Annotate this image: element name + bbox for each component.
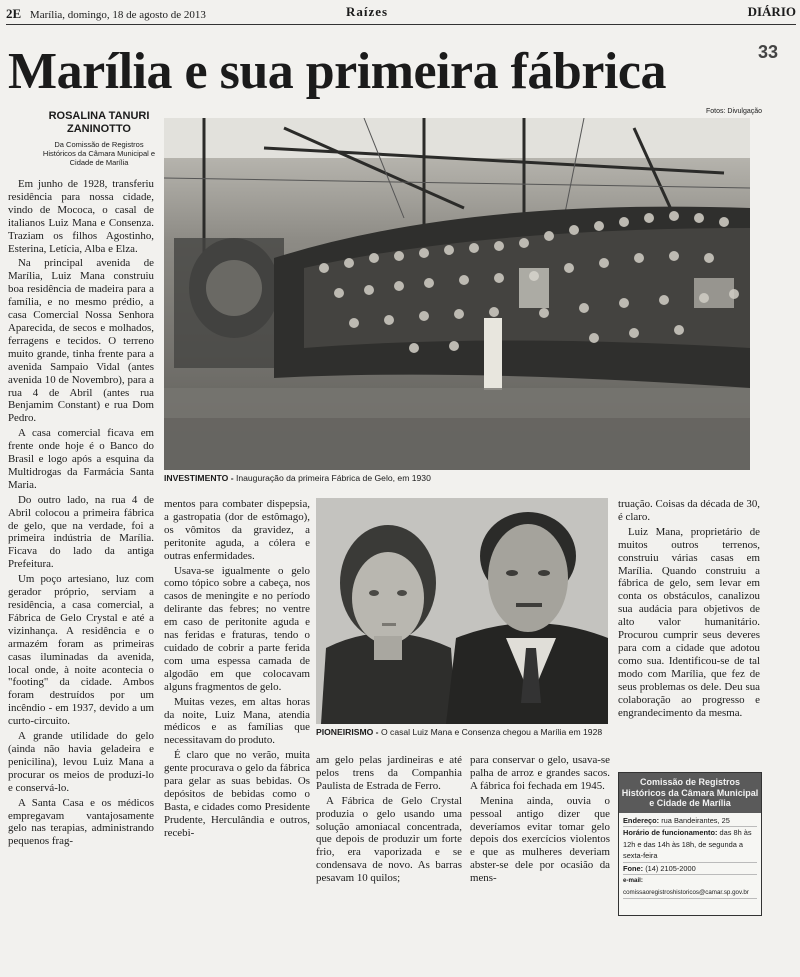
paragraph: Usava-se igualmente o gelo como tópico sobre a cabeça, nos casos de meningite e no período delirante das febres; no ventre em caso de peritonite aguda e nas feridas e fraturas, tendo o cuidado de cobrir a parte ferida com uma espessa camada de algodão em que colocavam alguns fragmentos de gelo.: [164, 564, 310, 693]
author-name: ROSALINA TANURI ZANINOTTO: [48, 110, 150, 135]
commission-info-box: [618, 772, 762, 916]
paragraph: É claro que no verão, muita gente procurava o gelo da fábrica para gelar as suas bebidas. Os depósitos de bebidas como o Basta, e cidades como Presidente Prudente, Herculândia e outros, recebi-: [164, 749, 310, 839]
article-column-4: [470, 754, 610, 887]
article-column-2: [164, 498, 310, 842]
email-line: [623, 875, 757, 899]
paragraph: Em junho de 1928, transferiu residência para nossa cidade, vindo de Mococa, o casal de italianos Luiz Mana e Consenza. Traziam os filhos Agostinho, Esterina, Letícia, Alba e Elza.: [8, 178, 154, 255]
info-box-title: Comissão de Registros Históricos da Câmara Municipal e Cidade de Marília: [619, 773, 761, 813]
headline: Marília e sua primeira fábrica: [8, 43, 666, 100]
email-label: e-mail:: [623, 877, 643, 884]
photo1-caption: [164, 473, 664, 483]
paragraph: Luiz Mana, proprietário de muitos outros terrenos, construiu várias casas em Marília. Quando construiu a fábrica de gelo, sem levar em conta os obstáculos, canalizou sua audácia para objetivos de alto valor humanitário. Procurou cumprir seus deveres para com a cidade que adotou como sua. Identificou-se de tal modo com Marília, que fez de seus problemas os dele. Deu sua colaboração ao progresso e engrandecimento da mesma.: [618, 525, 760, 719]
article-column-5: [618, 498, 760, 721]
photo2-caption: [316, 727, 608, 737]
photo1-caption-label: INVESTIMENTO -: [164, 473, 234, 483]
paragraph: para conservar o gelo, usava-se palha de arroz e grandes sacos. A fábrica foi fechada em 1945.: [470, 754, 610, 792]
address-label: Endereço:: [623, 815, 660, 825]
paragraph: A grande utilidade do gelo (ainda não havia geladeira e penicilina), levou Luiz Mana a procurar os meios de produzi-lo e conservá-lo.: [8, 730, 154, 794]
photo1-caption-text: Inauguração da primeira Fábrica de Gelo, em 1930: [235, 473, 431, 483]
article-column-1: [8, 178, 154, 850]
info-box-details: [619, 813, 761, 902]
dateline: Marília, domingo, 18 de agosto de 2013: [29, 9, 206, 21]
hours-value: das 8h às 12h e das 14h às 18h, de segunda a sexta-feira: [623, 828, 752, 860]
phone-label: Fone:: [623, 863, 644, 873]
paragraph: Muitas vezes, em altas horas da noite, Luiz Mana, atendia médicos e as famílias que necessitavam do produto.: [164, 695, 310, 747]
page-header: [6, 2, 796, 25]
couple-portrait-illustration: [316, 498, 608, 724]
hours-label: Horário de funcionamento:: [623, 828, 718, 837]
section-name: Raízes: [346, 4, 389, 19]
email-value[interactable]: comissaoregistroshistoricos@camar.sp.gov.br: [623, 888, 749, 896]
paragraph: Um poço artesiano, luz com gerador próprio, serviam a residência, a casa comercial, a Fábrica de Gelo Crystal e até a vizinhança. A residência e o armazém foram as primeiras casas iluminadas da avenida, local onde, à noite acontecia o "footing" da cidade. Ambos foram destruídos por um incêndio - em 1937, devido a um curto-circuito.: [8, 573, 154, 728]
paragraph: A Santa Casa e os médicos empregavam vantajosamente gelo nas terapias, administrando pequenos frag-: [8, 796, 154, 848]
paragraph: Do outro lado, na rua 4 de Abril colocou a primeira fábrica de gelo, que na verdade, foi a primeira indústria de Marília. Ficava do lado da antiga Prefeitura.: [8, 493, 154, 571]
photo-credit: Fotos: Divulgação: [706, 108, 763, 115]
paragraph: A casa comercial ficava em frente onde hoje é o Banco do Brasil e logo após a esquina da Multidrogas da Farmácia Santa Maria.: [8, 427, 154, 491]
paragraph: Menina ainda, ouvia o pessoal antigo dizer que deveríamos evitar tomar gelo depois dos exercícios violentos e que as mulheres deveriam abster-se dele por ocasião da mens-: [470, 794, 610, 885]
phone-value: (14) 2105-2000: [645, 863, 696, 873]
photo2-caption-label: PIONEIRISMO -: [316, 727, 379, 737]
page-code: 2E: [6, 6, 22, 21]
couple-portrait-photo: [316, 498, 608, 724]
paragraph: Na principal avenida de Marília, Luiz Mana construiu boa residência de madeira para a família, e no mesmo prédio, a casa Comercial Nossa Senhora Aparecida, de secos e molhados, ferragens e tecidos. O terreno muito grande, tinha frente para a avenida Sampaio Vidal (antes avenida 10 de Novembro), para a rua 4 de Abril (antes rua Benjamim Constant) e rua Dom Pedro.: [8, 257, 154, 425]
factory-crowd-illustration: [164, 118, 750, 470]
hours-line: [623, 827, 757, 863]
article-column-3: [316, 754, 462, 887]
address-value: rua Bandeirantes, 25: [661, 815, 730, 825]
author-affiliation: Da Comissão de Registros Históricos da Câmara Municipal e Cidade de Marília: [42, 140, 156, 167]
paragraph: truação. Coisas da década de 30, é claro.: [618, 498, 760, 523]
header-left: [6, 6, 206, 22]
byline: [40, 110, 158, 167]
address-line: [623, 815, 757, 828]
page-number: 33: [757, 42, 778, 62]
newspaper-name: DIÁRIO: [747, 4, 796, 19]
paragraph: mentos para combater dispepsia, a gastropatia (dor de estômago), os vômitos da gravidez, a peritonite aguda, a cólera e outras enfermidades.: [164, 498, 310, 562]
factory-inauguration-photo: [164, 118, 750, 470]
photo2-caption-text: O casal Luiz Mana e Consenza chegou a Marília em 1928: [380, 727, 603, 737]
paragraph: A Fábrica de Gelo Crystal produzia o gelo usando uma solução amoniacal concentrada, que depois de produzir um forte frio, era vaporizada e se condensava de novo. As barras pesavam 10 quilos;: [316, 794, 462, 885]
paragraph: am gelo pelas jardineiras e até pelos trens da Companhia Paulista de Estrada de Ferro.: [316, 754, 462, 792]
phone-line: [623, 863, 757, 876]
